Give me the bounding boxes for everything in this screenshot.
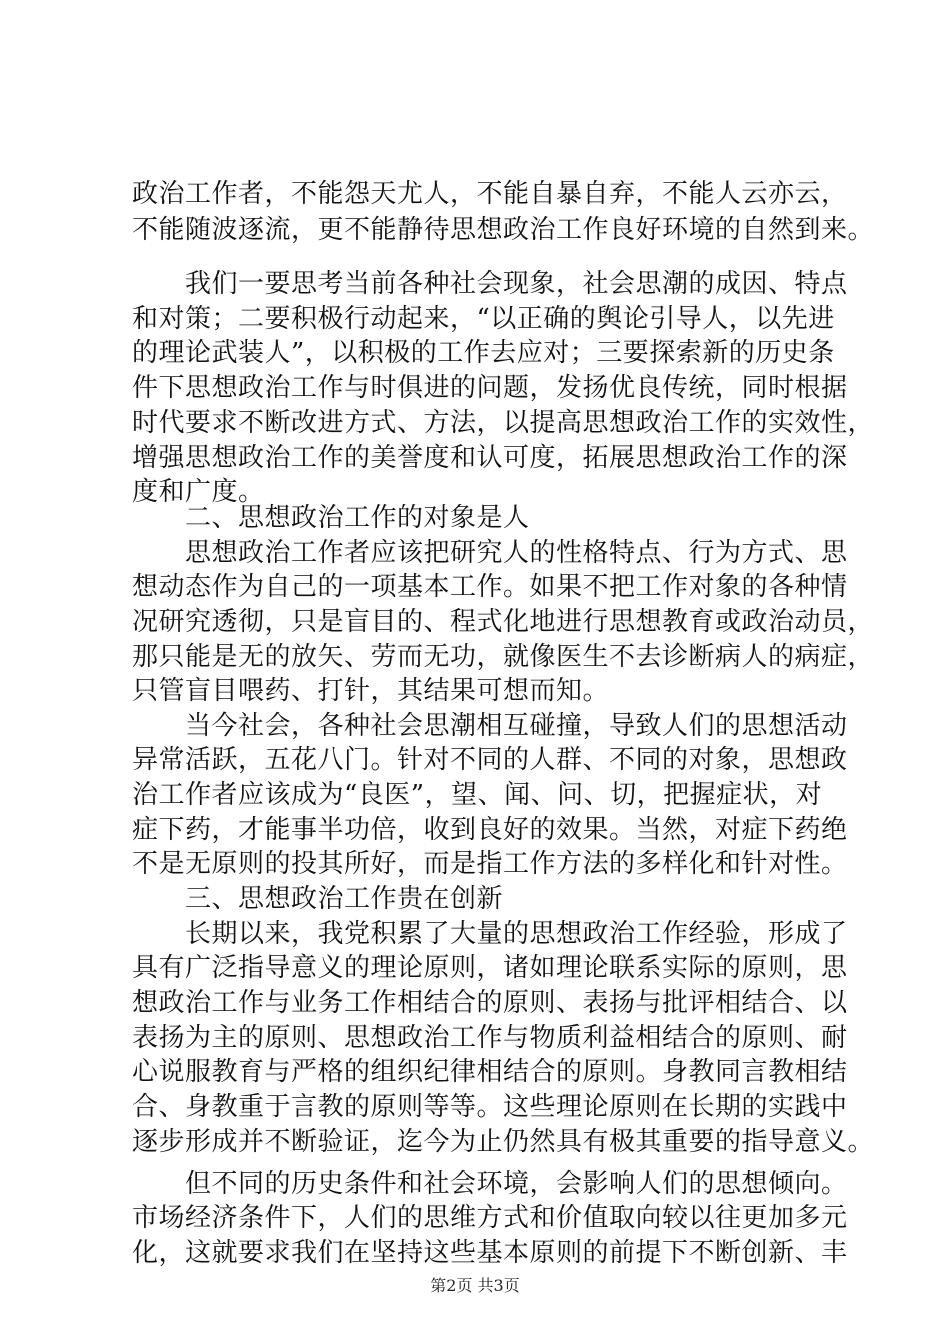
text-line: 治工作者应该成为“良医”，望、闻、问、切，把握症状，对 (132, 780, 823, 810)
text-line: 况研究透彻，只是盲目的、程式化地进行思想教育或政治动员， (132, 607, 875, 637)
text-line: 我们一要思考当前各种社会现象，社会思潮的成因、特点 (132, 269, 848, 299)
text-line: 异常活跃，五花八门。针对不同的人群、不同的对象，思想政 (132, 745, 848, 775)
text-line: 长期以来，我党积累了大量的思想政治工作经验，形成了 (132, 919, 848, 949)
text-line: 不能随波逐流，更不能静待思想政治工作良好环境的自然到来。 (132, 215, 875, 245)
text-line: 思想政治工作者应该把研究人的性格特点、行为方式、思 (132, 538, 848, 568)
text-line: 具有广泛指导意义的理论原则，诸如理论联系实际的原则，思 (132, 953, 848, 983)
text-line: 想动态作为自己的一项基本工作。如果不把工作对象的各种情 (132, 572, 848, 602)
text-line: 症下药，才能事半功倍，收到良好的效果。当然，对症下药绝 (132, 815, 848, 845)
text-line: 心说服教育与严格的组织纪律相结合的原则。身教同言教相结 (132, 1057, 848, 1087)
text-line: 时代要求不断改进方式、方法，以提高思想政治工作的实效性， (132, 408, 875, 438)
text-line: 增强思想政治工作的美誉度和认可度，拓展思想政治工作的深 (132, 443, 848, 473)
text-line: 逐步形成并不断验证，迄今为止仍然具有极其重要的指导意义。 (132, 1127, 875, 1157)
page-number: 第2页 共3页 (430, 1276, 520, 1295)
text-line: 的理论武装人”，以积极的工作去应对；三要探索新的历史条 (132, 338, 835, 368)
text-line: 当今社会，各种社会思潮相互碰撞，导致人们的思想活动 (132, 711, 848, 741)
text-line: 那只能是无的放矢、劳而无功，就像医生不去诊断病人的病症， (132, 642, 875, 672)
section-heading: 三、思想政治工作贵在创新 (132, 884, 504, 914)
text-line: 但不同的历史条件和社会环境，会影响人们的思想倾向。 (132, 1169, 848, 1199)
text-line: 只管盲目喂药、打针，其结果可想而知。 (132, 676, 610, 706)
text-line: 和对策；二要积极行动起来，“以正确的舆论引导人，以先进 (132, 304, 835, 334)
text-line: 合、身教重于言教的原则等等。这些理论原则在长期的实践中 (132, 1092, 848, 1122)
text-line: 不是无原则的投其所好，而是指工作方法的多样化和针对性。 (132, 849, 848, 879)
text-line: 想政治工作与业务工作相结合的原则、表扬与批评相结合、以 (132, 988, 848, 1018)
text-line: 度和广度。 (132, 477, 265, 507)
text-line: 件下思想政治工作与时俱进的问题，发扬优良传统，同时根据 (132, 373, 848, 403)
text-line: 表扬为主的原则、思想政治工作与物质利益相结合的原则、耐 (132, 1023, 848, 1053)
text-line: 政治工作者，不能怨天尤人，不能自暴自弃，不能人云亦云， (132, 179, 848, 209)
section-heading: 二、思想政治工作的对象是人 (132, 503, 530, 533)
text-line: 化，这就要求我们在坚持这些基本原则的前提下不断创新、丰 (132, 1238, 848, 1268)
text-line: 市场经济条件下，人们的思维方式和价值取向较以往更加多元 (132, 1203, 848, 1233)
